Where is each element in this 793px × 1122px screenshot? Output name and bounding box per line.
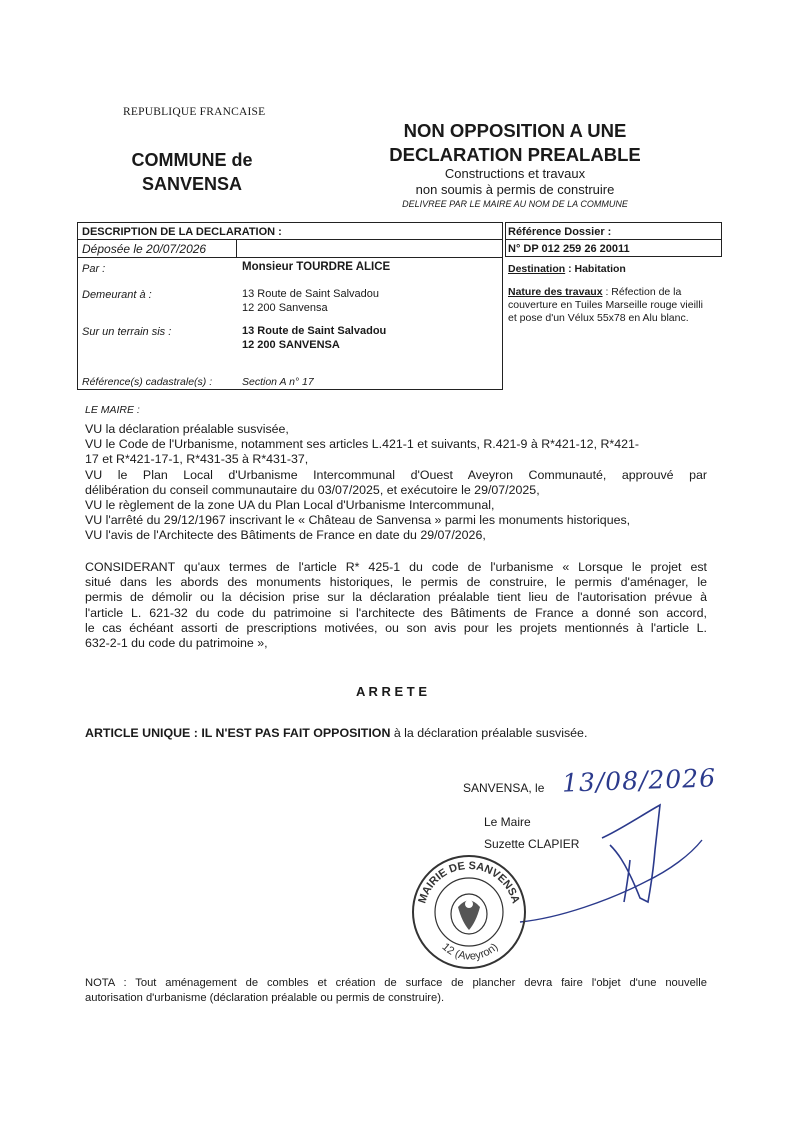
article-unique <box>85 726 587 741</box>
svg-text:MAIRIE DE SANVENSA <box>416 860 521 905</box>
deposited-date: Déposée le 20/07/2026 <box>82 242 207 256</box>
vu-section <box>85 422 707 544</box>
demeurant-label: Demeurant à : <box>82 289 152 301</box>
dossier-number: N° DP 012 259 26 20011 <box>508 243 630 255</box>
par-label: Par : <box>82 263 106 275</box>
destination-value: : Habitation <box>565 263 626 275</box>
applicant-name: Monsieur TOURDRE ALICE <box>242 261 391 273</box>
nota-line2: autorisation d'urbanisme (déclaration préalable ou permis de construire). <box>85 992 445 1004</box>
vu-line: VU le règlement de la zone UA du Plan Local d'Urbanisme Intercommunal, <box>85 498 495 513</box>
considerant-section <box>85 560 707 651</box>
commune-line1: COMMUNE de <box>131 150 253 170</box>
demeurant-line1: 13 Route de Saint Salvadou <box>242 288 379 300</box>
le-maire-label: LE MAIRE : <box>85 404 140 416</box>
republique-label: REPUBLIQUE FRANCAISE <box>123 106 266 118</box>
considerant-line: 632-2-1 du code du patrimoine », <box>85 636 268 651</box>
subtitle-line1: Constructions et travaux <box>444 166 586 181</box>
subtitle-line2: non soumis à permis de construire <box>415 182 615 197</box>
considerant-line: permis de démolir ou la décision prise sur la déclaration préalable tient lieu de l'autorisation prévue à <box>85 590 707 605</box>
mairie-stamp <box>408 852 530 970</box>
article-rest: à la déclaration préalable susvisée. <box>390 726 588 740</box>
title-line1: NON OPPOSITION A UNE <box>403 120 627 141</box>
cadastral-label: Référence(s) cadastrale(s) : <box>82 376 213 388</box>
nature-works <box>508 286 703 325</box>
considerant-line: situé dans les abords des monuments historiques, le permis de construire, le permis d'aménager, le <box>85 575 707 590</box>
document-subtitle <box>355 166 675 198</box>
applicant-address <box>242 287 379 315</box>
nota-note <box>85 976 707 1006</box>
declaration-heading: DESCRIPTION DE LA DECLARATION : <box>82 226 282 238</box>
terrain-address <box>242 324 386 352</box>
article-bold: ARTICLE UNIQUE : IL N'EST PAS FAIT OPPOSITION <box>85 726 391 740</box>
destination <box>508 262 626 276</box>
signature-place: SANVENSA, le <box>463 781 545 795</box>
stamp-top-text: MAIRIE DE SANVENSA <box>416 859 522 905</box>
considerant-line: l'article L. 621-32 du code du patrimoine si l'architecte des Bâtiments de France a donné son accord, <box>85 605 707 620</box>
vu-line: VU l'arrêté du 29/12/1967 inscrivant le « Château de Sanvensa » parmi les monuments historiques, <box>85 513 631 528</box>
vu-line: délibération du conseil communautaire du 03/07/2025, et exécutoire le 29/07/2025, <box>85 482 540 497</box>
terrain-label: Sur un terrain sis : <box>82 326 172 338</box>
svg-text:12 (Aveyron) <box>440 941 501 963</box>
nature-label: Nature des travaux <box>508 286 603 298</box>
stamp-bottom-text: 12 (Aveyron) <box>439 940 501 963</box>
vu-line: VU la déclaration préalable susvisée, <box>85 422 289 436</box>
nature-line1: : Réfection de la <box>602 286 682 298</box>
commune-line2: SANVENSA <box>141 174 243 194</box>
demeurant-line2: 12 200 Sanvensa <box>242 302 328 314</box>
handwritten-date: 13/08/2026 <box>561 763 717 798</box>
vu-line: VU l'avis de l'Architecte des Bâtiments de France en date du 29/07/2026, <box>85 528 486 543</box>
considerant-line: le cas échéant assorti de prescriptions motivées, ou son avis pour les projets mentionnés à l'article L. <box>85 620 707 635</box>
considerant-line: CONSIDERANT qu'aux termes de l'article R* 425-1 du code de l'urbanisme « Lorsque le projet est <box>85 560 707 574</box>
delivered-note: DELIVREE PAR LE MAIRE AU NOM DE LA COMMUNE <box>402 199 628 209</box>
cadastral-value: Section A n° 17 <box>242 376 314 388</box>
nota-line1: NOTA : Tout aménagement de combles et création de surface de plancher devra faire l'objet d'une nouvelle <box>85 977 707 989</box>
arrete-heading: A R R E T E <box>356 684 428 699</box>
dossier-heading: Référence Dossier : <box>508 226 612 238</box>
document-title <box>355 119 675 167</box>
destination-label: Destination <box>508 263 566 275</box>
terrain-line1: 13 Route de Saint Salvadou <box>242 325 387 337</box>
signatory-name: Suzette CLAPIER <box>484 837 580 851</box>
vu-line: VU le Plan Local d'Urbanisme Intercommunal d'Ouest Aveyron Communauté, approuvé par <box>85 467 707 482</box>
nature-line2: couverture en Tuiles Marseille rouge vieilli <box>508 299 703 311</box>
title-line2: DECLARATION PREALABLE <box>389 144 641 165</box>
terrain-line2: 12 200 SANVENSA <box>242 339 340 351</box>
nature-line3: et pose d'un Vélux 55x78 en Alu blanc. <box>508 312 689 324</box>
coat-of-arms-icon <box>451 894 487 934</box>
signatory-role: Le Maire <box>484 815 531 829</box>
vu-line: 17 et R*421-17-1, R*431-35 à R*431-37, <box>85 452 309 467</box>
vu-line: VU le Code de l'Urbanisme, notamment ses articles L.421-1 et suivants, R.421-9 à R*421-12, R*421- <box>85 437 640 452</box>
commune-title <box>118 148 266 196</box>
